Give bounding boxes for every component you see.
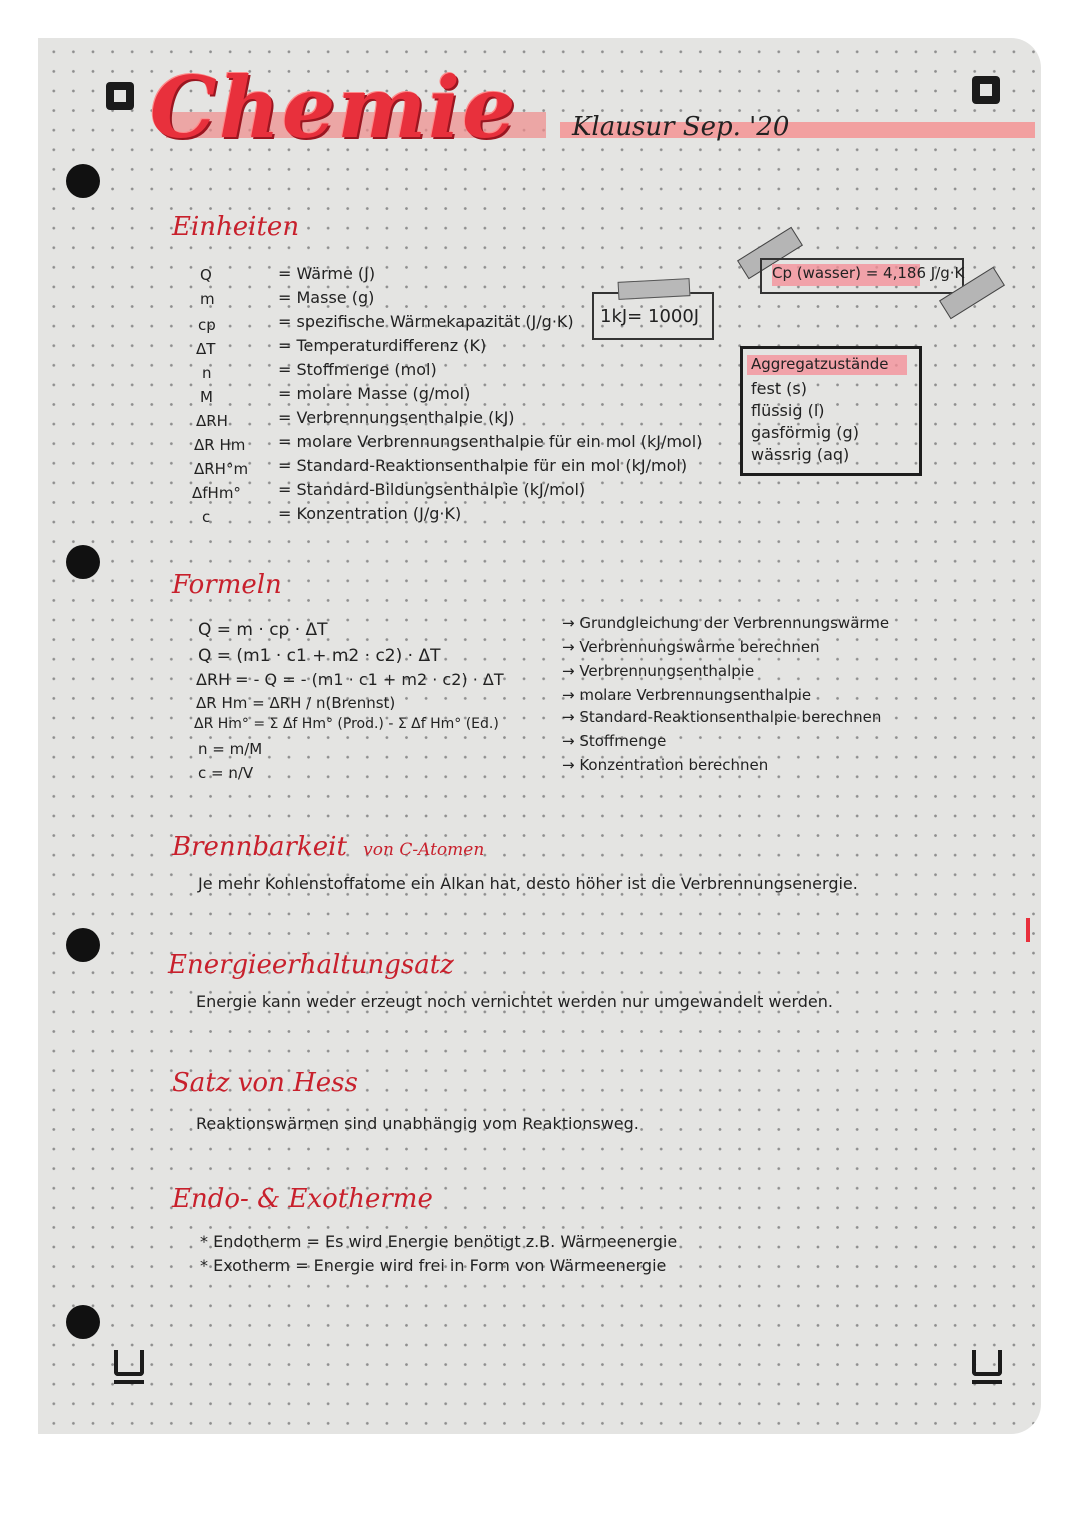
heading-energieerhaltungsatz: Energieerhaltungsatz	[168, 950, 454, 980]
aggregate-item: flüssig (l)	[751, 401, 825, 420]
brennbarkeit-text: Je mehr Kohlenstoffatome ein Alkan hat, desto höher ist die Verbrennungsenergie.	[198, 874, 858, 893]
formula: Q = m · cp · ΔT	[198, 620, 328, 640]
aggregate-heading: Aggregatzustände	[751, 355, 889, 373]
unit-description: = molare Verbrennungsenthalpie für ein mol (kJ/mol)	[278, 432, 703, 451]
corner-mark-icon	[972, 1350, 998, 1384]
page-title: Chemie	[150, 58, 518, 157]
formula-note: → molare Verbrennungsenthalpie	[562, 686, 812, 704]
formula: ΔRH = - Q = - (m1 · c1 + m2 · c2) · ΔT	[196, 670, 504, 689]
formula: ΔR Hm = ΔRH / n(Brennst)	[196, 694, 396, 712]
punch-hole	[66, 1305, 100, 1339]
aggregate-item: wässrig (aq)	[751, 445, 850, 464]
unit-symbol: ΔT	[196, 340, 216, 358]
tape-icon	[618, 278, 691, 300]
kj-conversion-box	[592, 292, 714, 340]
title-block	[150, 58, 518, 157]
formula-note: → Grundgleichung der Verbrennungswärme	[562, 614, 890, 632]
unit-description: = Stoffmenge (mol)	[278, 360, 437, 379]
aggregate-states-box	[740, 346, 922, 476]
unit-description: = Wärme (J)	[278, 264, 376, 283]
heading-satz-von-hess: Satz von Hess	[172, 1068, 358, 1098]
formula-note: → Verbrennungswärme berechnen	[562, 638, 820, 656]
heading-einheiten: Einheiten	[172, 212, 299, 242]
kj-conversion-text: 1kJ= 1000J	[600, 306, 700, 327]
formula-note: → Verbrennungsenthalpie	[562, 662, 755, 680]
unit-symbol: m	[200, 290, 215, 308]
aggregate-item: fest (s)	[751, 379, 807, 398]
unit-symbol: Q	[200, 266, 212, 284]
unit-symbol: cp	[198, 316, 216, 334]
heading-endo-exotherme: Endo- & Exotherme	[172, 1184, 433, 1214]
notebook-page	[38, 38, 1041, 1434]
heading-formeln: Formeln	[172, 570, 282, 600]
hess-text: Reaktionswärmen sind unabhängig vom Reaktionsweg.	[196, 1114, 639, 1133]
corner-mark-icon	[106, 82, 134, 110]
formula: c = n/V	[198, 764, 254, 782]
punch-hole	[66, 928, 100, 962]
unit-description: = spezifische Wärmekapazität (J/g·K)	[278, 312, 574, 331]
cp-water-box	[760, 258, 964, 294]
unit-description: = molare Masse (g/mol)	[278, 384, 471, 403]
energie-text: Energie kann weder erzeugt noch vernichtet werden nur umgewandelt werden.	[196, 992, 833, 1011]
unit-symbol: c	[202, 508, 211, 526]
margin-mark	[1026, 918, 1030, 942]
punch-hole	[66, 545, 100, 579]
aggregate-item: gasförmig (g)	[751, 423, 859, 442]
heading-brennbarkeit: Brennbarkeit von C-Atomen	[172, 832, 484, 862]
endotherm-item: * Endotherm = Es wird Energie benötigt z.B. Wärmeenergie	[200, 1232, 678, 1251]
formula: n = m/M	[198, 740, 263, 758]
unit-symbol: ΔfHm°	[192, 484, 241, 502]
unit-symbol: ΔRH	[196, 412, 228, 430]
formula-note: → Stoffmenge	[562, 732, 667, 750]
punch-hole	[66, 164, 100, 198]
unit-description: = Konzentration (J/g·K)	[278, 504, 462, 523]
unit-symbol: ΔR Hm	[194, 436, 246, 454]
cp-water-text: Cp (wasser) = 4,186 J/g·K	[772, 264, 965, 282]
unit-description: = Masse (g)	[278, 288, 375, 307]
formula-note: → Konzentration berechnen	[562, 756, 769, 774]
unit-description: = Temperaturdifferenz (K)	[278, 336, 487, 355]
corner-mark-icon	[114, 1350, 140, 1384]
unit-symbol: ΔRH°m	[194, 460, 249, 478]
unit-description: = Standard-Reaktionsenthalpie für ein mol (kJ/mol)	[278, 456, 688, 475]
corner-mark-icon	[972, 76, 1000, 104]
unit-symbol: M	[200, 388, 213, 406]
page-subtitle: Klausur Sep. '20	[572, 112, 790, 142]
unit-symbol: n	[202, 364, 212, 382]
formula: ΔR Hm° = Σ Δf Hm° (Prod.) - Σ Δf Hm° (Ed.)	[194, 716, 499, 732]
formula: Q = (m1 · c1 + m2 · c2) · ΔT	[198, 646, 441, 666]
unit-description: = Verbrennungsenthalpie (kJ)	[278, 408, 515, 427]
unit-description: = Standard-Bildungsenthalpie (kJ/mol)	[278, 480, 586, 499]
formula-note: → Standard-Reaktionsenthalpie berechnen	[562, 708, 882, 726]
exotherm-item: * Exotherm = Energie wird frei in Form von Wärmeenergie	[200, 1256, 667, 1275]
